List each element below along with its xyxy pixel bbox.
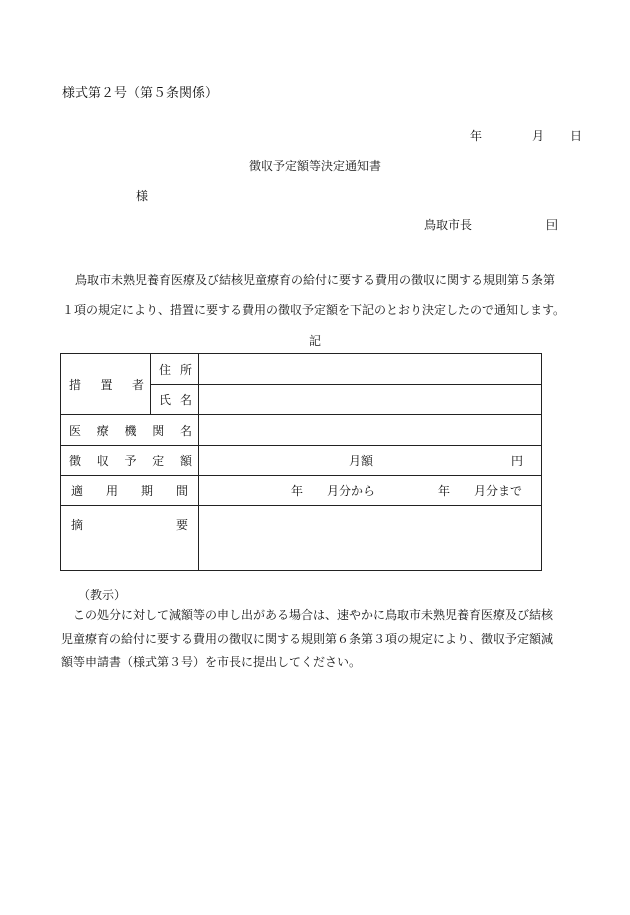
address-value-cell[interactable] [199, 354, 542, 385]
notice-line-1: この処分に対して減額等の申し出がある場合は、速やかに鳥取市未熟児養育医療及び結核 [73, 608, 554, 622]
table-row [61, 446, 542, 476]
period-to-month: 月分まで [474, 484, 523, 498]
remarks-value-cell[interactable] [199, 506, 542, 571]
date-month: 月 [532, 129, 545, 143]
name-value-cell[interactable] [199, 385, 542, 415]
body-text-line-1: 鳥取市未熟児養育医療及び結核児童療育の給付に要する費用の徴収に関する規則第５条第 [75, 273, 556, 287]
institution-label-cell [61, 415, 199, 446]
period-value-cell[interactable] [199, 476, 542, 506]
table-row [61, 415, 542, 446]
date-year: 年 [470, 129, 483, 143]
notice-heading: （教示） [78, 588, 127, 602]
institution-value-cell[interactable] [199, 415, 542, 446]
recipient-honorific: 様 [136, 189, 149, 203]
address-label: 住 所 [159, 362, 192, 377]
document-title: 徴収予定額等決定通知書 [248, 159, 381, 173]
period-to-year: 年 [438, 484, 451, 498]
issuer-name: 鳥取市長 [424, 218, 473, 232]
table-row [61, 354, 542, 385]
body-text-line-2: １項の規定により、措置に要する費用の徴収予定額を下記のとおり決定したので通知します。 [62, 303, 566, 317]
amount-value-cell[interactable] [199, 446, 542, 476]
remarks-label: 摘 要 [71, 518, 188, 532]
date-line [470, 129, 582, 143]
form-number: 様式第２号（第５条関係） [62, 86, 219, 101]
address-label-cell [151, 354, 199, 385]
seal-mark: 囙 [546, 218, 559, 232]
name-label-cell [151, 385, 199, 415]
period-from-year: 年 [291, 484, 304, 498]
sochisha-label: 措 置 者 [69, 377, 144, 392]
remarks-label-cell [61, 506, 199, 571]
details-table [60, 353, 542, 571]
sochisha-label-cell [61, 354, 151, 415]
table-row [61, 476, 542, 506]
period-label: 適 用 期 間 [71, 484, 188, 498]
period-label-cell [61, 476, 199, 506]
institution-label: 医 療 機 関 名 [69, 423, 192, 438]
amount-label: 徴 収 予 定 額 [69, 454, 192, 468]
notice-line-3: 額等申請書（様式第３号）を市長に提出してください。 [61, 655, 362, 669]
name-label: 氏 名 [159, 393, 192, 407]
ki-heading: 記 [308, 334, 321, 348]
amount-label-cell [61, 446, 199, 476]
period-from-month: 月分から [327, 484, 376, 498]
notice-line-2: 児童療育の給付に要する費用の徴収に関する規則第６条第３項の規定により、徴収予定額減 [61, 632, 554, 646]
table-row [61, 506, 542, 571]
date-day: 日 [570, 129, 583, 143]
amount-yen-unit: 円 [510, 454, 523, 468]
amount-monthly-label: 月額 [349, 454, 374, 468]
